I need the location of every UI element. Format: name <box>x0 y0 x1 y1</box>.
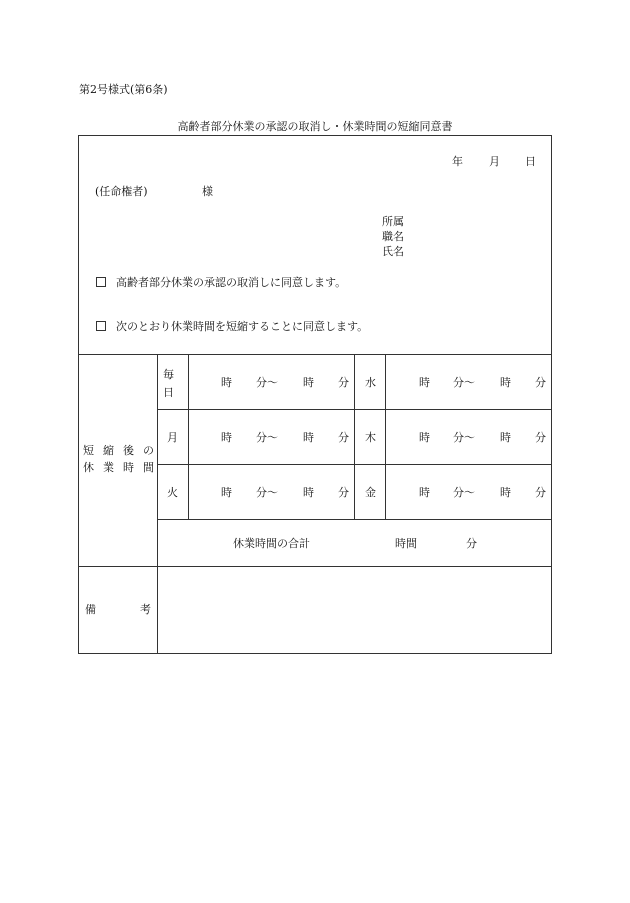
dept-label: 所属 <box>382 215 404 228</box>
time-minute-to: 分〜 <box>256 376 278 389</box>
time-hour: 時 <box>221 376 232 389</box>
time-hour: 時 <box>419 376 430 389</box>
divider <box>354 354 355 519</box>
time-minute-to: 分〜 <box>453 486 475 499</box>
option-cancel[interactable] <box>96 277 346 288</box>
time-minute: 分 <box>338 431 349 444</box>
name-label: 氏名 <box>382 245 404 258</box>
day-label-everyday: 毎日 <box>163 368 174 399</box>
total-label: 休業時間の合計 <box>233 537 310 550</box>
divider <box>157 464 552 465</box>
option-shorten-text: 次のとおり休業時間を短縮することに同意します。 <box>116 320 369 333</box>
date-month: 月 <box>489 155 500 168</box>
time-hour: 時 <box>419 431 430 444</box>
time-hour: 時 <box>303 431 314 444</box>
time-minute: 分 <box>535 486 546 499</box>
divider <box>78 354 552 355</box>
date-day: 日 <box>525 155 536 168</box>
time-hour: 時 <box>500 431 511 444</box>
day-label-tue: 火 <box>167 486 178 499</box>
schedule-label-line1: 短縮後の <box>83 444 163 457</box>
position-label: 職名 <box>382 230 404 243</box>
remarks-field[interactable] <box>158 567 551 653</box>
form-title: 高齢者部分休業の承認の取消し・休業時間の短縮同意書 <box>177 120 453 133</box>
time-minute: 分 <box>535 376 546 389</box>
day-label-mon: 月 <box>167 431 178 444</box>
time-hour: 時 <box>500 486 511 499</box>
time-hour: 時 <box>419 486 430 499</box>
time-hour: 時 <box>221 431 232 444</box>
option-cancel-text: 高齢者部分休業の承認の取消しに同意します。 <box>116 276 347 289</box>
date-year: 年 <box>452 155 463 168</box>
time-hour: 時 <box>303 486 314 499</box>
time-minute-to: 分〜 <box>453 376 475 389</box>
time-hour: 時 <box>221 486 232 499</box>
day-label-fri: 金 <box>365 486 376 499</box>
divider <box>157 409 552 410</box>
time-minute-to: 分〜 <box>256 486 278 499</box>
time-minute-to: 分〜 <box>453 431 475 444</box>
honorific: 様 <box>202 185 213 198</box>
time-hour: 時 <box>303 376 314 389</box>
time-minute-to: 分〜 <box>256 431 278 444</box>
day-label-wed: 水 <box>365 376 376 389</box>
total-minute: 分 <box>466 537 477 550</box>
remarks-label-b: 考 <box>140 603 151 616</box>
appointing-authority-label: (任命権者) <box>95 185 148 198</box>
divider <box>188 354 189 519</box>
remarks-label-a: 備 <box>85 603 96 616</box>
total-hour: 時間 <box>395 537 417 550</box>
option-shorten[interactable] <box>96 321 368 332</box>
divider <box>385 354 386 519</box>
time-minute: 分 <box>338 376 349 389</box>
day-label-thu: 木 <box>365 431 376 444</box>
form-number: 第2号様式(第6条) <box>79 83 168 96</box>
time-minute: 分 <box>535 431 546 444</box>
time-minute: 分 <box>338 486 349 499</box>
divider <box>157 519 552 520</box>
schedule-label-line2: 休業時間 <box>83 461 163 474</box>
checkbox[interactable] <box>96 321 106 331</box>
checkbox[interactable] <box>96 277 106 287</box>
time-hour: 時 <box>500 376 511 389</box>
